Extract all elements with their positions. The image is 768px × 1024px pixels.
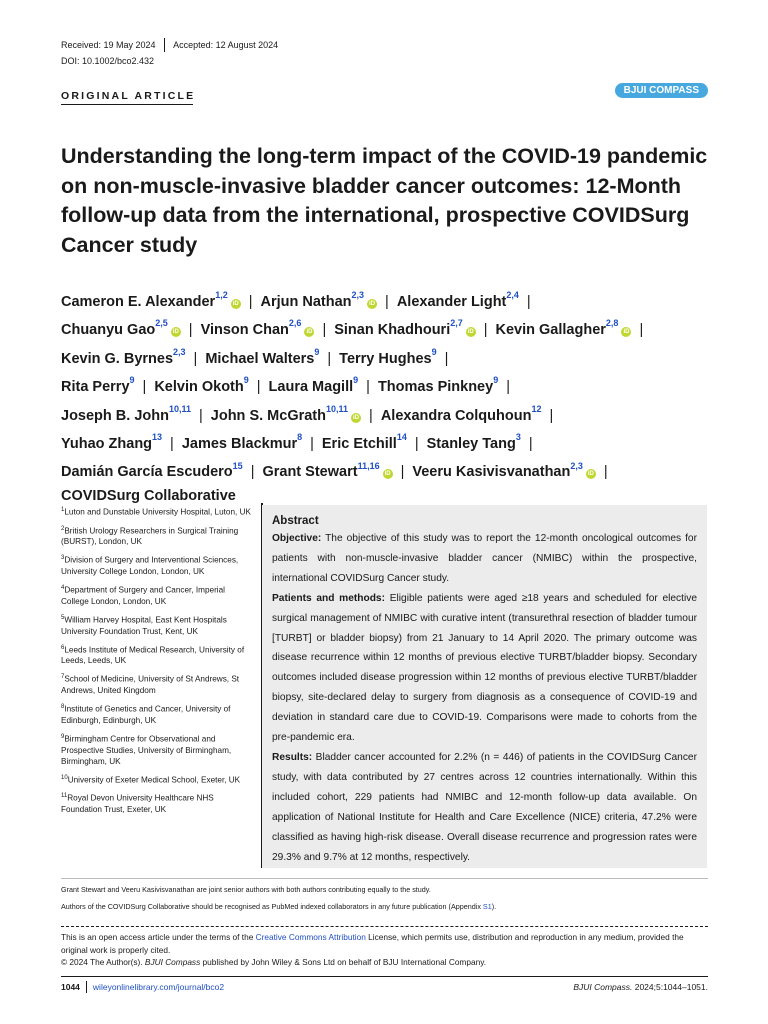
- author-separator: |: [603, 464, 608, 481]
- affiliation-item: $^1$Luton and Dunstable University Hospital, Luton, UK: [61, 507, 251, 517]
- orcid-icon[interactable]: iD: [306, 329, 313, 336]
- author-affiliation-ref[interactable]: 14: [396, 432, 407, 443]
- copyright: © 2024 The Author(s). BJUI Compass published by John Wiley & Sons Ltd on behalf of BJU International Company.: [61, 957, 487, 967]
- received-date: Received: 19 May 2024: [61, 40, 156, 50]
- affiliation-item: $^3$Division of Surgery and Interventional Sciences, University College London, London, UK: [61, 555, 239, 577]
- orcid-icon[interactable]: iD: [353, 414, 360, 421]
- page-number: 1044: [61, 982, 80, 992]
- affiliation-item: $^5$William Harvey Hospital, East Kent Hospitals University Foundation Trust, Kent, UK: [61, 614, 227, 636]
- author-name[interactable]: Alexander Light$^{2,4}$: [396, 290, 519, 310]
- author-affiliation-ref[interactable]: 3: [515, 432, 521, 443]
- author-name[interactable]: Yuhao Zhang$^{13}$: [61, 432, 163, 452]
- author-name[interactable]: Arjun Nathan$^{2,3}$iD: [260, 290, 376, 310]
- author-name[interactable]: Thomas Pinkney$^9$: [377, 375, 499, 396]
- author-name[interactable]: Kelvin Okoth$^9$: [154, 375, 249, 396]
- abstract-section: Objective: The objective of this study was to report the 12-month oncological outcomes for patients with non-muscle-invasive bladder cancer (NMIBC) within the prospective, international COVIDSurg Cancer study.: [272, 533, 697, 584]
- doi[interactable]: DOI: 10.1002/bco2.432: [61, 56, 155, 66]
- author-affiliation-ref[interactable]: 10,11: [326, 403, 349, 414]
- author-separator: |: [366, 379, 370, 396]
- author-affiliation-ref[interactable]: 9: [353, 375, 359, 386]
- orcid-icon[interactable]: iD: [587, 471, 594, 478]
- abstract-section: Results: Bladder cancer accounted for 2.2% (n = 446) of patients in the COVIDSurg Cancer study, with data contributed by 27 centres across 12 countries internationally. Within this included cohort, 229 patients had NMIBC and 12-month follow-up data available. On application of National Institute for Health and Care Excellence (NICE) criteria, 47.2% were classified as having high-risk disease. Overall disease recurrence and progression rates were 29.3% and 9.7% at 12 months, respectively.: [272, 751, 697, 863]
- author-affiliation-ref[interactable]: 2,8: [605, 318, 619, 329]
- author-separator: |: [248, 293, 253, 310]
- author-affiliation-ref[interactable]: 2,3: [351, 290, 365, 300]
- orcid-icon[interactable]: iD: [467, 329, 474, 336]
- author-separator: |: [256, 379, 261, 396]
- author-separator: |: [444, 350, 449, 367]
- cc-license-link[interactable]: Creative Commons Attribution: [255, 932, 366, 942]
- affiliation-item: $^7$School of Medicine, University of St Andrews, St Andrews, United Kingdom: [61, 674, 240, 696]
- license-notice: This is an open access article under the terms of the Creative Commons Attribution License, which permits use, distribution and reproduction in any medium, provided the original work is properly cited. © 2024 The Author(s). BJUI Compass published by John Wiley & Sons Ltd on behalf of BJU International Company.: [61, 931, 708, 969]
- author-affiliation-ref[interactable]: 13: [152, 432, 163, 443]
- author-separator: |: [549, 407, 554, 424]
- journal-badge[interactable]: BJUI COMPASS: [615, 83, 708, 98]
- author-separator: |: [188, 322, 193, 339]
- author-separator: |: [526, 293, 531, 310]
- author-name[interactable]: Kevin Gallagher$^{2,8}$iD: [495, 318, 630, 339]
- author-name[interactable]: Kevin G. Byrnes$^{2,3}$: [61, 346, 186, 367]
- author-name[interactable]: Vinson Chan$^{2,6}$iD: [200, 318, 313, 339]
- author-separator: |: [199, 407, 203, 424]
- footer-rule: [61, 976, 708, 977]
- article-type: ORIGINAL ARTICLE: [61, 90, 196, 102]
- orcid-icon[interactable]: iD: [172, 329, 179, 336]
- author-affiliation-ref[interactable]: 8: [297, 432, 303, 443]
- author-affiliation-ref[interactable]: 2,6: [288, 318, 302, 329]
- author-separator: |: [483, 322, 488, 339]
- article-dates: [61, 38, 278, 52]
- author-affiliation-ref[interactable]: 9: [243, 375, 249, 386]
- abstract-heading: Abstract: [272, 515, 319, 527]
- author-name[interactable]: Laura Magill$^9$: [268, 375, 359, 396]
- affiliations: [61, 505, 251, 821]
- appendix-link[interactable]: S1: [482, 902, 492, 911]
- joint-authors-note: Grant Stewart and Veeru Kasivisvanathan are joint senior authors with both authors contributing equally to the study.: [61, 885, 431, 894]
- abstract-body: [272, 529, 697, 867]
- author-affiliation-ref[interactable]: 9: [129, 375, 135, 386]
- author-name[interactable]: Joseph B. John$^{10,11}$: [61, 403, 191, 424]
- author-name[interactable]: Eric Etchill$^{14}$: [321, 432, 407, 452]
- affiliation-item: $^8$Institute of Genetics and Cancer, University of Edinburgh, Edinburgh, UK: [61, 704, 231, 725]
- author-name[interactable]: Stanley Tang$^3$: [426, 432, 521, 452]
- author-separator: |: [528, 435, 533, 452]
- author-separator: |: [400, 464, 405, 481]
- author-separator: |: [193, 350, 198, 367]
- affiliation-item: $^{11}$Royal Devon University Healthcare NHS Foundation Trust, Exeter, UK: [61, 793, 214, 815]
- abstract-section: Patients and methods: Eligible patients were aged ≥18 years and scheduled for elective surgical management of NMIBC with curative intent (transurethral resection of bladder tumour [TURBT] or bladder biopsy) from 21 January to 14 April 2020. The primary outcome was disease recurrence within 12 months of previous elective TURBT/bladder biopsy. Secondary outcomes included disease progression within 12 months of previous elective TURBT/bladder biopsy, site-declared delay to surgery from diagnosis as a consequence of COVID-19 and deviation in standard care due to COVID-19. Comparisons were made to cohorts from the pre-pandemic era.: [272, 592, 697, 744]
- author-separator: |: [414, 435, 419, 452]
- author-separator: |: [170, 435, 174, 452]
- abstract: [262, 505, 707, 868]
- author-name[interactable]: Terry Hughes$^9$: [339, 346, 437, 367]
- accepted-date: Accepted: 12 August 2024: [173, 40, 279, 50]
- author-name[interactable]: Chuanyu Gao$^{2,5}$iD: [61, 318, 179, 339]
- author-list: [61, 286, 721, 509]
- article-type-underline: [61, 104, 193, 105]
- author-separator: |: [385, 293, 389, 310]
- author-name[interactable]: Veeru Kasivisvanathan$^{2,3}$iD: [412, 460, 594, 481]
- author-separator: |: [322, 322, 327, 339]
- orcid-icon[interactable]: iD: [369, 300, 376, 307]
- author-name[interactable]: John S. McGrath$^{10,11}$iD: [210, 403, 360, 424]
- author-affiliation-ref[interactable]: 2,7: [450, 318, 463, 329]
- author-name[interactable]: Sinan Khadhouri$^{2,7}$iD: [334, 318, 474, 339]
- footnotes: [61, 885, 708, 919]
- author-name[interactable]: Michael Walters$^9$: [205, 346, 320, 367]
- citation: BJUI Compass. 2024;5:1044–1051.: [573, 982, 708, 992]
- author-name[interactable]: Alexandra Colquhoun$^{12}$: [380, 403, 542, 424]
- footnote-rule: [61, 878, 708, 879]
- author-separator: |: [369, 407, 373, 424]
- date-separator: [164, 38, 166, 52]
- author-name[interactable]: Rita Perry$^9$: [61, 375, 135, 396]
- author-affiliation-ref[interactable]: 10,11: [168, 403, 191, 414]
- affiliation-item: $^{10}$University of Exeter Medical School, Exeter, UK: [61, 774, 241, 785]
- article-title: Understanding the long-term impact of the COVID-19 pandemic on non-muscle-invasive bladder cancer outcomes: 12-Month follow-up data from the international, prospective COVIDSurg Cancer study: [61, 144, 708, 257]
- orcid-icon[interactable]: iD: [232, 300, 239, 307]
- page-footer: [61, 981, 708, 993]
- author-affiliation-ref[interactable]: 12: [531, 403, 542, 414]
- orcid-icon[interactable]: iD: [623, 329, 630, 336]
- collaborative-note: Authors of the COVIDSurg Collaborative should be recognised as PubMed indexed collaborators in any future publication (Appendix S1).: [61, 902, 497, 911]
- affiliation-item: $^6$Leeds Institute of Medical Research, University of Leeds, Leeds, UK: [61, 644, 245, 666]
- author-separator: |: [639, 322, 644, 339]
- author-affiliation-ref[interactable]: 1,2: [215, 290, 228, 300]
- author-name[interactable]: Cameron E. Alexander$^{1,2}$iD: [61, 290, 239, 310]
- affiliation-item: $^2$British Urology Researchers in Surgical Training (BURST), London, UK: [61, 525, 239, 547]
- author-affiliation-ref[interactable]: 2,5: [155, 318, 168, 329]
- author-affiliation-ref[interactable]: 9: [493, 375, 499, 386]
- orcid-icon[interactable]: iD: [384, 471, 391, 478]
- affiliation-item: $^4$Department of Surgery and Cancer, Imperial College London, London, UK: [61, 585, 225, 606]
- author-separator: |: [310, 435, 314, 452]
- author-name[interactable]: COVIDSurg Collaborative: [61, 487, 236, 504]
- author-affiliation-ref[interactable]: 9: [314, 346, 320, 357]
- author-name[interactable]: Grant Stewart$^{11,16}$iD: [262, 460, 391, 481]
- author-separator: |: [327, 350, 332, 367]
- license-rule: [61, 926, 708, 927]
- author-affiliation-ref[interactable]: 2,3: [570, 460, 583, 471]
- author-separator: |: [506, 379, 510, 396]
- author-affiliation-ref[interactable]: 9: [431, 346, 437, 357]
- author-affiliation-ref[interactable]: 2,4: [506, 290, 519, 300]
- author-separator: |: [142, 379, 147, 396]
- journal-url[interactable]: wileyonlinelibrary.com/journal/bco2: [92, 982, 225, 992]
- affiliation-item: $^9$Birmingham Centre for Observational and Prospective Studies, University of Birmingham, Birmingham, UK: [61, 733, 232, 766]
- footer-separator: [86, 981, 87, 993]
- author-name[interactable]: James Blackmur$^8$: [181, 432, 303, 452]
- author-name[interactable]: Damián García Escudero$^{15}$: [61, 460, 243, 481]
- author-affiliation-ref[interactable]: 2,3: [173, 346, 186, 357]
- author-affiliation-ref[interactable]: 15: [232, 460, 243, 471]
- author-affiliation-ref[interactable]: 11,16: [357, 460, 380, 471]
- author-separator: |: [250, 464, 255, 481]
